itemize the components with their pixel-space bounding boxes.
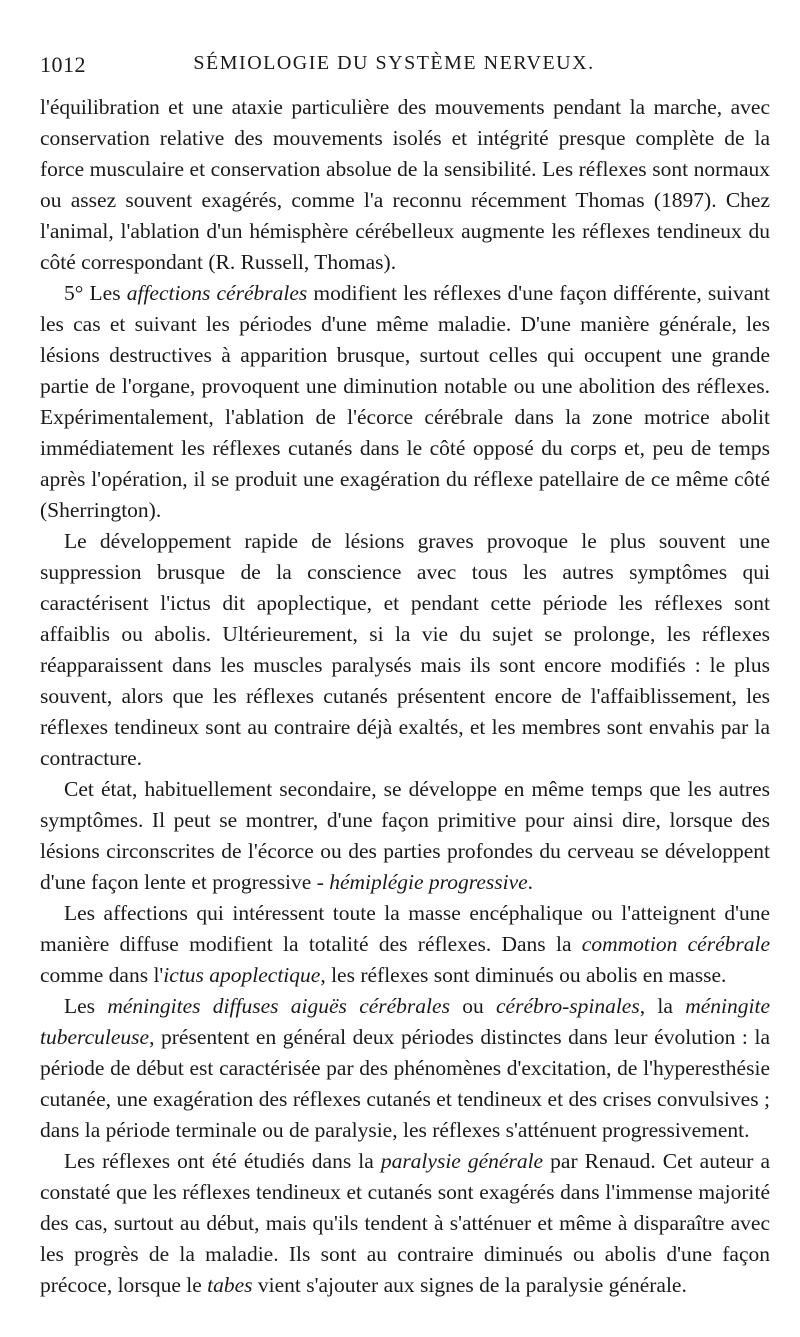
italic-term: tabes [207,1273,253,1297]
paragraph [40,278,770,526]
italic-term: cérébro-spinales [496,994,640,1018]
text-run: , la [639,994,686,1018]
italic-term: méningite tuberculeuse [40,994,770,1049]
text-run: Les affections qui intéressent toute la masse encéphalique ou l'atteignent d'une manière diffuse modifient la totalité des réflexes. Dans la [40,901,770,956]
text-run: Les réflexes ont été étudiés dans la [64,1149,381,1173]
body-text [40,92,770,1301]
italic-term: ictus apoplectique [163,963,321,987]
text-run: vient s'ajouter aux signes de la paralysie générale. [252,1273,687,1297]
text-run: ou [449,994,497,1018]
italic-term: méningites diffuses aiguës cérébrales [107,994,450,1018]
paragraph [40,991,770,1146]
text-run: Cet état, habituellement secondaire, se développe en même temps que les autres symptômes. Il peut se montrer, d'une façon primitive pour ainsi dire, lorsque des lésions circonscrites de l'écorce ou des parties profondes du cerveau se développent d'une façon lente et progressive - [40,777,770,894]
text-run: comme dans l' [40,963,164,987]
paragraph [40,774,770,898]
text-run: l'équilibration et une ataxie particulière des mouvements pendant la marche, avec conservation relative des mouvements isolés et intégrité presque complète de la force musculaire et conservation absolue de la sensibilité. Les réflexes sont normaux ou assez souvent exagérés, comme l'a reconnu récemment Thomas (1897). Chez l'animal, l'ablation d'un hémisphère cérébelleux augmente les réflexes tendineux du côté correspondant (R. Russell, Thomas). [40,95,770,274]
paragraph [40,526,770,774]
page-number: 1012 [40,52,86,77]
text-run: Les [64,994,108,1018]
text-run: 5° Les [64,281,127,305]
paragraph [40,1146,770,1301]
text-run: modifient les réflexes d'une façon différente, suivant les cas et suivant les périodes d'une même maladie. D'une manière générale, les lésions destructives à apparition brusque, surtout celles qui occupent une grande partie de l'organe, provoquent une diminution notable ou une abolition des réflexes. Expérimentalement, l'ablation de l'écorce cérébrale dans la zone motrice abolit immédiatement les réflexes cutanés dans le côté opposé du corps et, peu de temps après l'opération, il se produit une exagération du réflexe patellaire de ce même côté (Sherrington). [40,281,771,522]
page-header [40,50,748,80]
text-run: . [527,870,534,894]
text-run: par Renaud. Cet auteur a constaté que les réflexes tendineux et cutanés sont exagérés dans l'immense majorité des cas, surtout au début, mais qu'ils tendent à s'atténuer et même à disparaître avec les progrès de la maladie. Ils sont au contraire diminués ou abolis d'une façon précoce, lorsque le [40,1149,770,1297]
running-title: SÉMIOLOGIE DU SYSTÈME NERVEUX. [193,52,595,74]
italic-term: hémiplégie progressive [329,870,528,894]
paragraph [40,92,770,278]
italic-term: paralysie générale [380,1149,544,1173]
italic-term: affections cérébrales [126,281,308,305]
text-run: , les réflexes sont diminués ou abolis en masse. [320,963,727,987]
italic-term: commotion cérébrale [581,932,771,956]
paragraph [40,898,770,991]
text-run: Le développement rapide de lésions graves provoque le plus souvent une suppression brusque de la conscience avec tous les autres symptômes qui caractérisent l'ictus dit apoplectique, et pendant cette période les réflexes sont affaiblis ou abolis. Ultérieurement, si la vie du sujet se prolonge, les réflexes réapparaissent dans les muscles paralysés mais ils sont encore modifiés : le plus souvent, alors que les réflexes cutanés présentent encore de l'affaiblissement, les réflexes tendineux sont au contraire déjà exaltés, et les membres sont envahis par la contracture. [40,529,770,770]
text-run: , présentent en général deux périodes distinctes dans leur évolution : la période de début est caractérisée par des phénomènes d'excitation, de l'hyperesthésie cutanée, une exagération des réflexes cutanés et tendineux et des crises convulsives ; dans la période terminale ou de paralysie, les réflexes s'atténuent progressivement. [40,1025,770,1142]
